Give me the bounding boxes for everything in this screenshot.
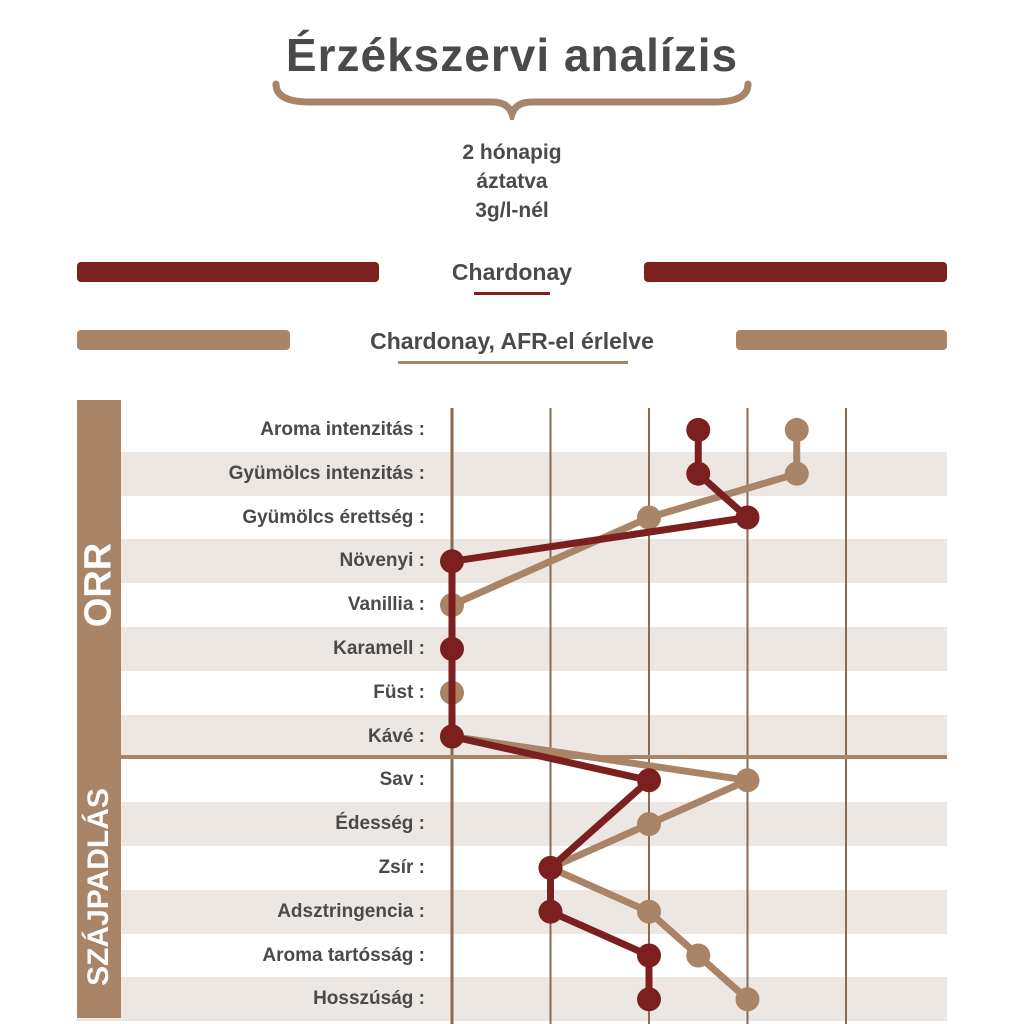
category-label: Adsztringencia :: [277, 900, 425, 922]
category-label: Hosszúság :: [313, 988, 425, 1010]
data-point: [686, 418, 710, 442]
subtitle-line: áztatva: [476, 170, 548, 193]
data-point: [785, 418, 809, 442]
category-label: Gyümölcs intenzitás :: [228, 462, 425, 484]
category-label: Gyümölcs érettség :: [242, 506, 425, 528]
section-label-orr: ORR: [77, 542, 120, 628]
legend-label: Chardonay: [451, 259, 573, 285]
data-point: [637, 944, 661, 968]
data-point: [736, 506, 760, 530]
data-point: [736, 987, 760, 1011]
category-label: Aroma tartósság :: [262, 944, 425, 966]
data-point: [539, 900, 563, 924]
category-label: Zsír :: [378, 856, 425, 878]
category-label: Aroma intenzitás :: [260, 418, 425, 440]
series-line: [452, 430, 748, 999]
data-point: [736, 768, 760, 792]
data-point: [637, 900, 661, 924]
category-label: Sav :: [379, 769, 425, 791]
data-point: [785, 462, 809, 486]
data-point: [637, 768, 661, 792]
data-point: [637, 812, 661, 836]
chart-title: Érzékszervi analízis: [285, 29, 739, 81]
data-point: [686, 462, 710, 486]
data-point: [440, 549, 464, 573]
category-label: Növenyi :: [339, 550, 425, 572]
data-point: [440, 725, 464, 749]
data-point: [539, 856, 563, 880]
section-label-szajpadlas: SZÁJPADLÁS: [82, 788, 115, 986]
legend-label: Chardonay, AFR-el érlelve: [370, 328, 654, 354]
category-label: Vanillia :: [347, 594, 425, 616]
subtitle-line: 3g/l-nél: [475, 199, 549, 222]
data-point: [440, 637, 464, 661]
category-label: Kávé :: [367, 725, 425, 747]
category-label: Édesség :: [335, 813, 425, 835]
category-label: Füst :: [373, 681, 425, 703]
data-point: [637, 506, 661, 530]
category-label: Karamell :: [333, 637, 425, 659]
data-point: [637, 987, 661, 1011]
data-point: [686, 944, 710, 968]
subtitle-line: 2 hónapig: [462, 141, 562, 164]
